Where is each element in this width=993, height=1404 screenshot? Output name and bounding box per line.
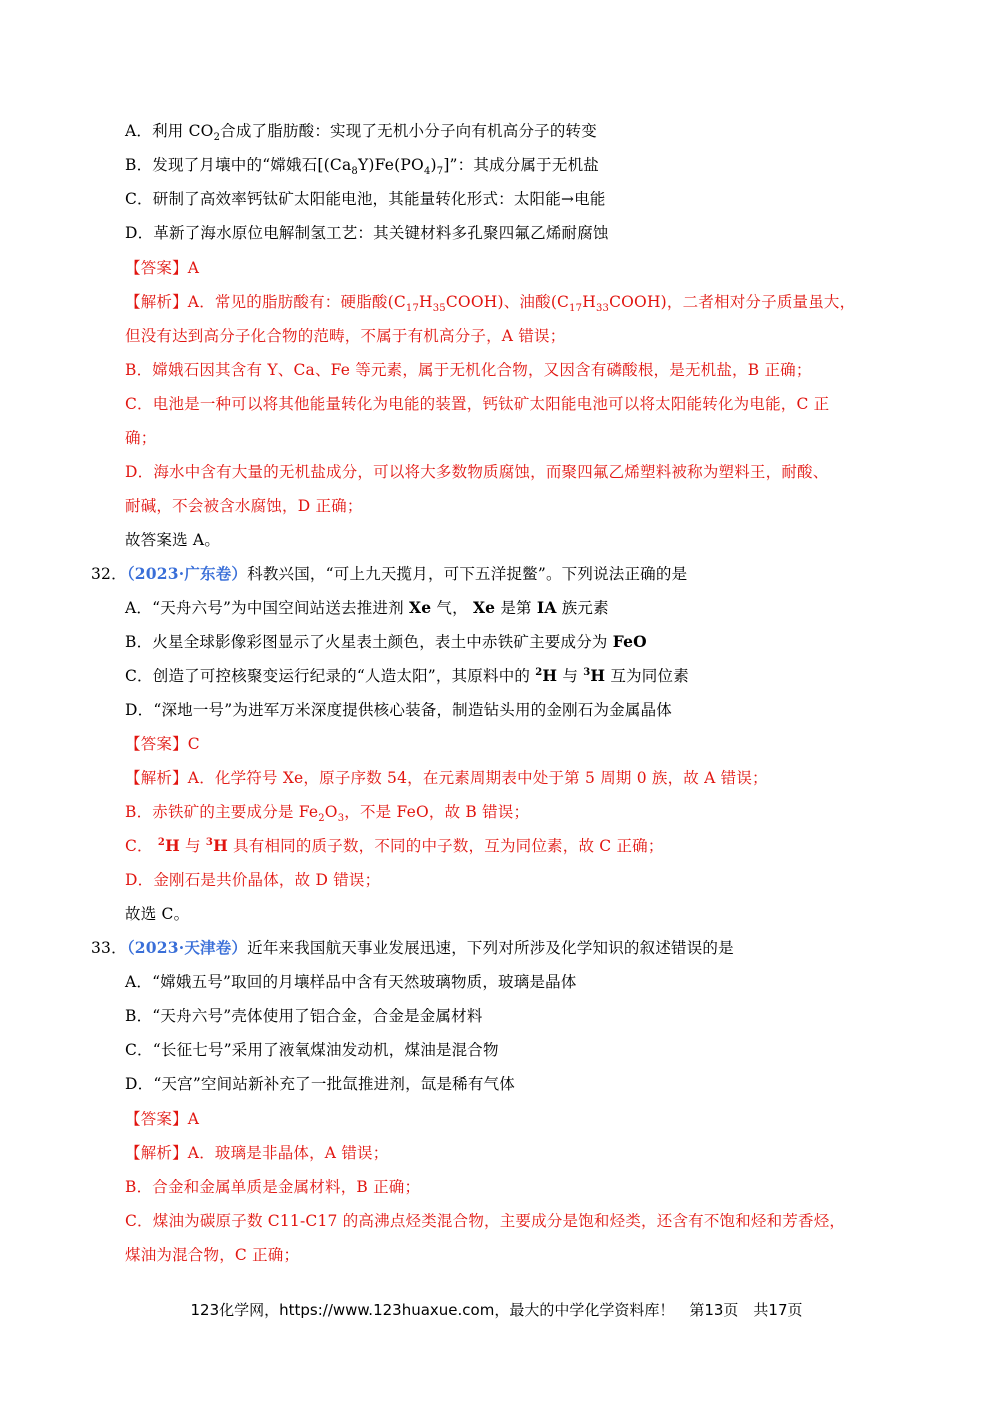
subscript: 2 <box>213 132 221 144</box>
q33-answer: 【答案】A <box>125 1110 200 1128</box>
text: 气， <box>431 599 473 617</box>
question-source: （2023·天津卷） <box>126 938 248 957</box>
formula: Xe <box>408 598 432 617</box>
q32-analysis-line-1: 【解析】A．化学符号 Xe，原子序数 54，在元素周期表中处于第 5 周期 0 族，故 A 错误； <box>125 769 768 787</box>
subscript: 35 <box>432 303 446 315</box>
q32-conclusion: 故选 C。 <box>125 905 190 923</box>
formula: H <box>213 836 228 855</box>
subscript: 4 <box>423 166 431 178</box>
q31-option-b <box>125 154 599 176</box>
mass-number: 3 <box>583 666 591 678</box>
text: Y)Fe(PO <box>357 156 424 174</box>
text: COOH)，二者相对分子质量虽大， <box>609 293 856 311</box>
q33-analysis-line-4: 煤油为混合物，C 正确； <box>125 1246 300 1264</box>
q31-analysis-line-5: 确； <box>125 429 157 447</box>
formula: H <box>542 666 558 685</box>
text: COOH)、油酸(C <box>445 293 570 311</box>
text: B．赤铁矿的主要成分是 Fe <box>125 803 319 821</box>
q31-option-a <box>125 120 597 142</box>
formula: IA <box>536 598 557 617</box>
q33-option-a: A．“嫦娥五号”取回的月壤样品中含有天然玻璃物质，玻璃是晶体 <box>125 973 577 991</box>
text: C．创造了可控核聚变运行纪录的“人造太阳”，其原料中的 <box>125 667 536 685</box>
q33-analysis-line-1: 【解析】A．玻璃是非晶体，A 错误； <box>125 1144 389 1162</box>
text: 互为同位素 <box>605 667 689 685</box>
q32-answer: 【答案】C <box>125 735 200 753</box>
q31-option-c: C．研制了高效率钙钛矿太阳能电池，其能量转化形式：太阳能→电能 <box>125 190 606 208</box>
mass-number: 2 <box>157 836 166 848</box>
q31-answer: 【答案】A <box>125 259 200 277</box>
q33-option-d: D．“天宫”空间站新补充了一批氙推进剂，氙是稀有气体 <box>125 1075 515 1093</box>
mass-number: 3 <box>205 836 214 848</box>
q32-analysis-line-3 <box>125 835 664 857</box>
formula: H <box>590 666 606 685</box>
q32-analysis-line-2 <box>125 801 529 823</box>
q31-analysis-line-1 <box>125 291 855 313</box>
q31-conclusion: 故答案选 A。 <box>125 531 221 549</box>
subscript: 2 <box>318 813 325 825</box>
text: C． <box>125 837 158 855</box>
subscript: 17 <box>569 303 583 315</box>
text: H <box>419 293 433 311</box>
q31-analysis-line-4: C．电池是一种可以将其他能量转化为电能的装置，钙钛矿太阳能电池可以将太阳能转化为电能，C 正 <box>125 395 830 413</box>
text: ，不是 FeO，故 B 错误； <box>344 803 530 821</box>
text: O <box>324 803 338 821</box>
mass-number: 2 <box>535 666 543 678</box>
text: A．“天舟六号”为中国空间站送去推进剂 <box>125 599 409 617</box>
text: 与 <box>557 667 584 685</box>
page-footer: 123化学网，https://www.123huaxue.com，最大的中学化学资料库！ 第13页 共17页 <box>190 1301 803 1319</box>
text: 与 <box>179 837 206 855</box>
q33-option-c: C．“长征七号”采用了液氧煤油发动机，煤油是混合物 <box>125 1041 499 1059</box>
text: B．发现了月壤中的“嫦娥石[(Ca <box>125 156 352 174</box>
subscript: 17 <box>405 303 420 315</box>
subscript: 3 <box>337 813 345 825</box>
q32-analysis-line-4: D．金刚石是共价晶体，故 D 错误； <box>125 871 381 889</box>
subscript: 33 <box>595 303 610 315</box>
q32-stem <box>91 563 687 585</box>
text: 是第 <box>495 599 537 617</box>
text: 合成了脂肪酸：实现了无机小分子向有机高分子的转变 <box>220 122 597 140</box>
text: 族元素 <box>556 599 609 617</box>
subscript: 8 <box>351 166 358 178</box>
text: 具有相同的质子数，不同的中子数，互为同位素，故 C 正确； <box>227 837 664 855</box>
text: 【解析】A．常见的脂肪酸有：硬脂酸(C <box>125 293 406 311</box>
text: ) <box>430 156 437 174</box>
text: A．利用 CO <box>125 122 214 140</box>
q33-stem <box>91 937 734 959</box>
q31-analysis-line-7: 耐碱，不会被含水腐蚀，D 正确； <box>125 497 363 515</box>
formula: FeO <box>612 632 647 651</box>
q31-analysis-line-2: 但没有达到高分子化合物的范畴，不属于有机高分子，A 错误； <box>125 327 566 345</box>
q31-option-d: D．革新了海水原位电解制氢工艺：其关键材料多孔聚四氟乙烯耐腐蚀 <box>125 224 609 242</box>
q32-option-d: D．“深地一号”为进军万米深度提供核心装备，制造钻头用的金刚石为金属晶体 <box>125 701 672 719</box>
text: ]”：其成分属于无机盐 <box>443 156 599 174</box>
q32-option-b <box>125 631 647 653</box>
question-source: （2023·广东卷） <box>126 564 248 583</box>
q33-analysis-line-2: B．合金和金属单质是金属材料，B 正确； <box>125 1178 421 1196</box>
formula: Xe <box>472 598 496 617</box>
question-text: 近年来我国航天事业发展迅速，下列对所涉及化学知识的叙述错误的是 <box>247 939 734 957</box>
q32-option-a <box>125 597 609 619</box>
text: H <box>582 293 596 311</box>
question-text: 科教兴国，“可上九天揽月，可下五洋捉鳖”。下列说法正确的是 <box>247 565 688 583</box>
subscript: 7 <box>436 166 444 178</box>
q31-analysis-line-3: B．嫦娥石因其含有 Y、Ca、Fe 等元素，属于无机化合物，又因含有磷酸根，是无机盐，B 正确； <box>125 361 812 379</box>
q31-analysis-line-6: D．海水中含有大量的无机盐成分，可以将大多数物质腐蚀，而聚四氟乙烯塑料被称为塑料王，耐酸、 <box>125 463 829 481</box>
formula: H <box>165 836 180 855</box>
q32-option-c <box>125 665 689 687</box>
q33-option-b: B．“天舟六号”壳体使用了铝合金，合金是金属材料 <box>125 1007 483 1025</box>
question-number: 33． <box>91 939 127 957</box>
question-number: 32． <box>91 565 127 583</box>
text: B．火星全球影像彩图显示了火星表土颜色，表土中赤铁矿主要成分为 <box>125 633 613 651</box>
q33-analysis-line-3: C．煤油为碳原子数 C11-C17 的高沸点烃类混合物，主要成分是饱和烃类，还含有不饱和烃和芳香烃， <box>125 1212 846 1230</box>
